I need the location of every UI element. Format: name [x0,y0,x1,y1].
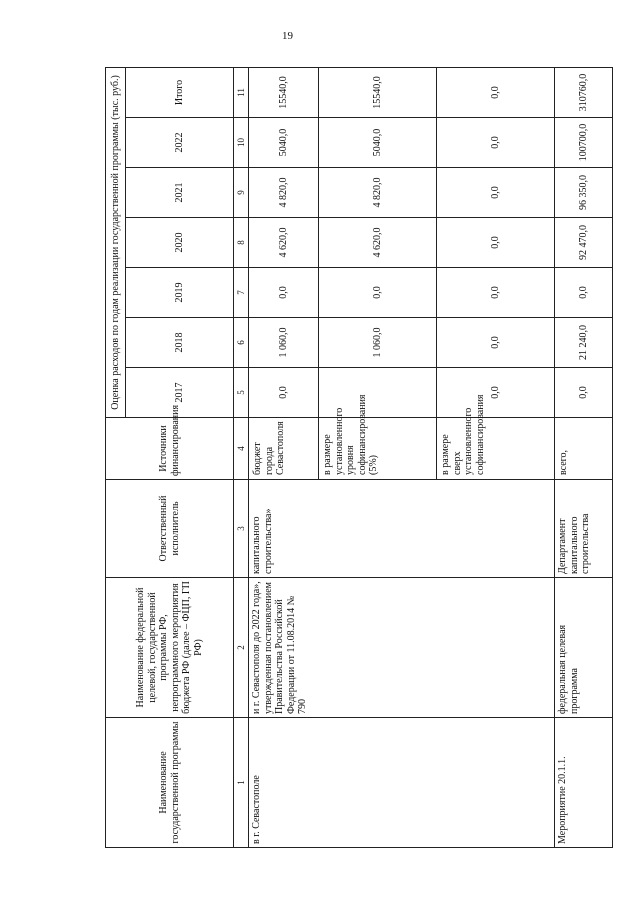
value-cell: 5040,0 [249,118,319,168]
source-cell: в размере установленного уровня софинансирования (5%) [319,418,437,480]
value-cell: 310760,0 [555,67,613,117]
budget-table [105,67,613,848]
index-cell: 9 [234,168,249,218]
rotated-table-container [105,68,613,848]
header-executor: Ответственный исполнитель [106,480,234,578]
value-cell: 0,0 [555,268,613,318]
value-cell: 0,0 [249,368,319,418]
index-cell: 1 [234,718,249,848]
index-cell: 6 [234,318,249,368]
index-cell: 2 [234,578,249,718]
value-cell: 15540,0 [249,67,319,117]
header-total: Итого [126,67,234,117]
value-cell: 0,0 [555,368,613,418]
value-cell: 0,0 [437,118,555,168]
index-cell: 11 [234,67,249,117]
header-year: 2018 [126,318,234,368]
value-cell: 5040,0 [319,118,437,168]
value-cell: 15540,0 [319,67,437,117]
federal-program-cell: федеральная целевая программа [555,578,613,718]
index-cell: 3 [234,480,249,578]
value-cell: 96 350,0 [555,168,613,218]
value-cell: 0,0 [437,318,555,368]
index-cell: 4 [234,418,249,480]
header-expense-group: Оценка расходов по годам реализации государственной программы (тыс. руб.) [106,67,126,417]
value-cell: 1 060,0 [249,318,319,368]
source-cell: всего, [555,418,613,480]
header-year: 2022 [126,118,234,168]
source-cell: в размере сверх установленного софинансирования [437,418,555,480]
value-cell: 4 820,0 [319,168,437,218]
value-cell: 0,0 [437,218,555,268]
header-sources: Источники финансирования [106,418,234,480]
header-year: 2021 [126,168,234,218]
value-cell: 0,0 [249,268,319,318]
federal-program-cell: и г. Севастополя до 2022 года», утвержденная постановлением Правительства Российской Федерации от 11.08.2014 № 790 [249,578,555,718]
index-cell: 7 [234,268,249,318]
value-cell: 0,0 [437,268,555,318]
value-cell: 0,0 [437,67,555,117]
index-cell: 5 [234,368,249,418]
value-cell: 0,0 [437,168,555,218]
value-cell: 4 620,0 [319,218,437,268]
value-cell: 1 060,0 [319,318,437,368]
executor-cell: капитального строительства» [249,480,555,578]
index-cell: 8 [234,218,249,268]
index-cell: 10 [234,118,249,168]
executor-cell: Департамент капитального строительства [555,480,613,578]
value-cell: 21 240,0 [555,318,613,368]
header-year: 2017 [126,368,234,418]
header-year: 2019 [126,268,234,318]
value-cell: 0,0 [437,368,555,418]
value-cell: 92 470,0 [555,218,613,268]
source-cell: бюджет города Севастополя [249,418,319,480]
header-year: 2020 [126,218,234,268]
value-cell: 4 620,0 [249,218,319,268]
value-cell: 0,0 [319,268,437,318]
header-program-name: Наименование государственной программы [106,718,234,848]
value-cell: 4 820,0 [249,168,319,218]
program-cell: в г. Севастополе [249,718,555,848]
program-cell: Мероприятие 20.1.1. [555,718,613,848]
value-cell: 100700,0 [555,118,613,168]
page-number: 19 [282,30,293,42]
header-federal-program: Наименование федеральной целевой, государственной программы РФ, непрограммного мероприятия бюджета РФ (далее – ФЦП, ГП РФ) [106,578,234,718]
